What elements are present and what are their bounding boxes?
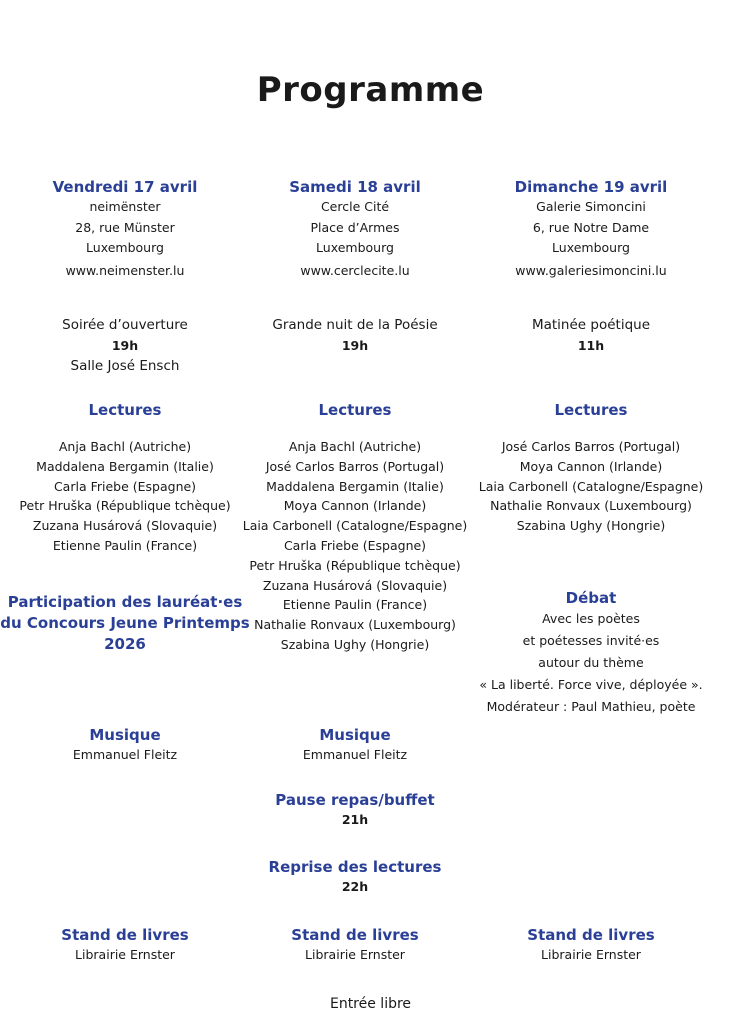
debate-line: Avec les poètes <box>542 611 640 626</box>
list-item: Anja Bachl (Autriche) <box>288 439 422 454</box>
resume-time: 22h <box>341 879 369 894</box>
readers-list <box>0 437 250 556</box>
debate-line: et poétesses invité·es <box>522 633 660 648</box>
list-item: Szabina Ughy (Hongrie) <box>280 636 430 652</box>
day-heading: Vendredi 17 avril <box>52 178 198 196</box>
list-item: Nathalie Ronvaux (Luxembourg) <box>490 498 692 514</box>
list-item: Moya Cannon (Irlande) <box>283 498 427 514</box>
list-item: Anja Bachl (Autriche) <box>58 439 192 454</box>
list-item: Petr Hruška (République tchèque) <box>249 557 461 573</box>
venue-address-line2: Luxembourg <box>86 240 164 255</box>
day-heading: Samedi 18 avril <box>289 178 421 196</box>
pause-heading: Pause repas/buffet <box>275 791 435 809</box>
venue-website-link[interactable]: www.cerclecite.lu <box>300 262 410 278</box>
venue-name: neimënster <box>89 199 161 214</box>
music-heading: Musique <box>89 726 161 744</box>
event-name: Soirée d’ouverture <box>62 317 188 333</box>
venue-name: Galerie Simoncini <box>536 199 646 214</box>
event-name: Matinée poétique <box>531 317 651 333</box>
list-item: Zuzana Husárová (Slovaquie) <box>32 518 218 534</box>
list-item: Etienne Paulin (France) <box>282 597 428 613</box>
list-item: Laia Carbonell (Catalogne/Espagne) <box>478 478 704 494</box>
books-vendor: Librairie Ernster <box>305 947 405 962</box>
venue-address-line2: Luxembourg <box>552 240 630 255</box>
list-item: Laia Carbonell (Catalogne/Espagne) <box>242 518 468 534</box>
music-block <box>0 725 250 766</box>
venue-address-line1: 28, rue Münster <box>75 219 175 235</box>
list-item: Etienne Paulin (France) <box>52 537 198 553</box>
list-item: Petr Hruška (République tchèque) <box>19 498 231 514</box>
list-item: Nathalie Ronvaux (Luxembourg) <box>254 617 456 633</box>
venue-address-line2: Luxembourg <box>316 240 394 255</box>
event-block <box>0 315 250 377</box>
pause-time: 21h <box>341 812 369 827</box>
list-item: Maddalena Bergamin (Italie) <box>36 458 214 474</box>
readings-heading: Lectures <box>88 401 162 419</box>
venue-address-line1: 6, rue Notre Dame <box>532 219 650 235</box>
debate-heading: Débat <box>565 589 617 607</box>
debate-line: Modérateur : Paul Mathieu, poète <box>486 699 696 714</box>
participation-heading: Participation des lauréat·es du Concours Jeune Printemps 2026 <box>0 593 250 653</box>
page-title: Programme <box>256 70 485 110</box>
music-heading: Musique <box>319 726 391 744</box>
venue-address-line1: Place d’Armes <box>310 219 400 235</box>
venue-website-link[interactable]: www.galeriesimoncini.lu <box>515 262 667 278</box>
list-item: José Carlos Barros (Portugal) <box>265 458 445 474</box>
event-time: 19h <box>341 338 369 353</box>
books-block <box>466 925 716 966</box>
venue-block <box>0 177 250 281</box>
pause-block <box>230 790 480 830</box>
event-time: 11h <box>577 338 605 353</box>
debate-line: « La liberté. Force vive, déployée ». <box>479 677 703 692</box>
list-item: Maddalena Bergamin (Italie) <box>266 478 444 494</box>
free-entry-note: Entrée libre <box>329 996 412 1012</box>
readings-heading: Lectures <box>318 401 392 419</box>
readers-list <box>230 437 480 655</box>
list-item: Carla Friebe (Espagne) <box>53 478 197 494</box>
event-name: Grande nuit de la Poésie <box>272 317 438 333</box>
books-vendor: Librairie Ernster <box>75 947 175 962</box>
list-item: Szabina Ughy (Hongrie) <box>516 518 666 534</box>
readers-list <box>466 437 716 536</box>
debate-block <box>466 588 716 718</box>
event-block <box>466 315 716 356</box>
books-heading: Stand de livres <box>291 926 419 944</box>
venue-block <box>230 177 480 281</box>
venue-block <box>466 177 716 281</box>
event-time: 19h <box>111 338 139 353</box>
venue-website-link[interactable]: www.neimenster.lu <box>65 262 185 278</box>
books-block <box>0 925 250 966</box>
resume-block <box>230 857 480 897</box>
books-vendor: Librairie Ernster <box>541 947 641 962</box>
list-item: Carla Friebe (Espagne) <box>283 537 427 553</box>
readings-heading: Lectures <box>554 401 628 419</box>
books-heading: Stand de livres <box>61 926 189 944</box>
venue-name: Cercle Cité <box>320 199 390 214</box>
list-item: José Carlos Barros (Portugal) <box>501 439 681 454</box>
event-block <box>230 315 480 356</box>
debate-line: autour du thème <box>538 655 644 670</box>
music-artist: Emmanuel Fleitz <box>72 747 178 762</box>
event-room: Salle José Ensch <box>70 358 180 374</box>
day-heading: Dimanche 19 avril <box>514 178 668 196</box>
music-block <box>230 725 480 766</box>
music-artist: Emmanuel Fleitz <box>302 747 408 762</box>
list-item: Moya Cannon (Irlande) <box>519 458 663 474</box>
list-item: Zuzana Husárová (Slovaquie) <box>262 577 448 593</box>
resume-heading: Reprise des lectures <box>268 858 442 876</box>
books-heading: Stand de livres <box>527 926 655 944</box>
books-block <box>230 925 480 966</box>
